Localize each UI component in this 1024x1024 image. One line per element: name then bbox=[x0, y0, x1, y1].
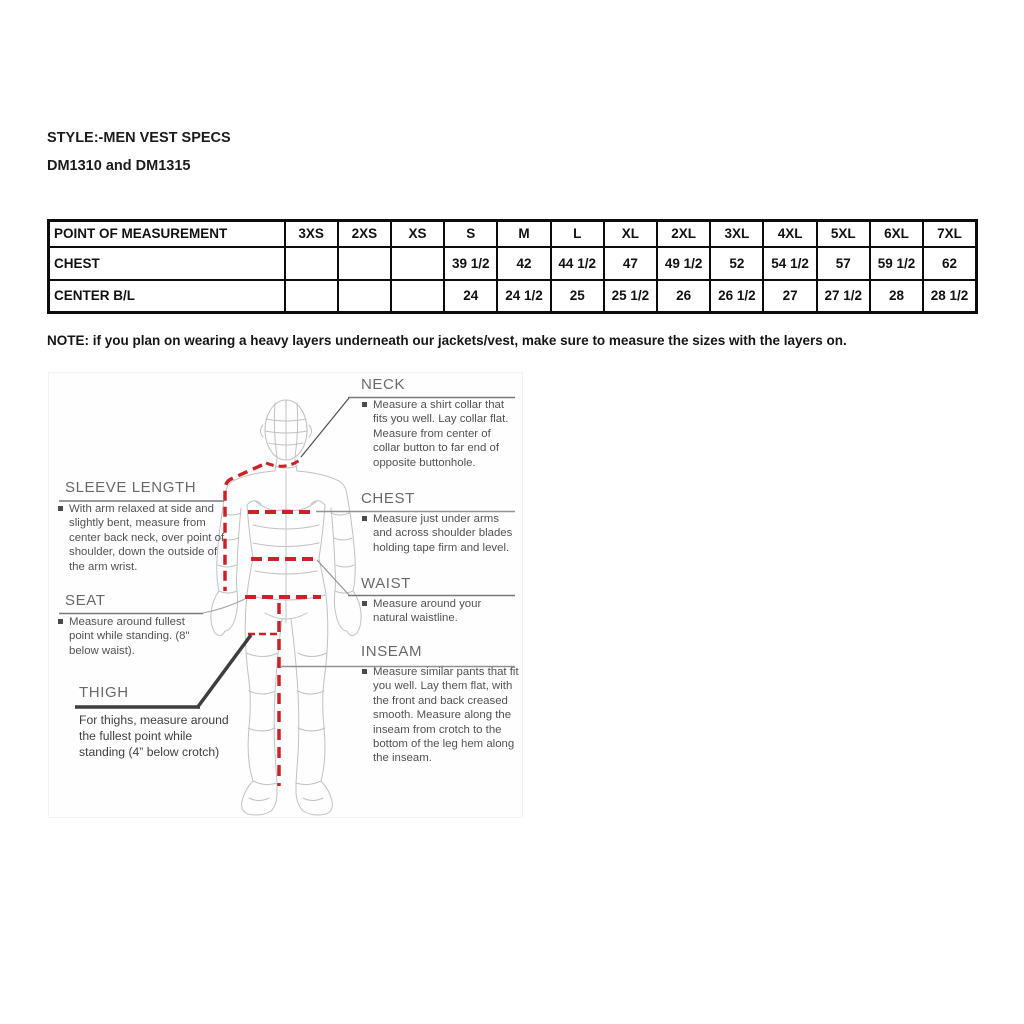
col-header-size-2xs: 2XS bbox=[338, 221, 391, 247]
size-value-cell: 39 1/2 bbox=[444, 247, 497, 280]
sleeve-length-dashline bbox=[225, 465, 262, 591]
guide-section-thigh bbox=[79, 684, 235, 760]
size-value-cell bbox=[391, 280, 444, 313]
bullet-square-icon bbox=[58, 506, 63, 511]
size-value-cell: 54 1/2 bbox=[763, 247, 816, 280]
size-value-cell: 59 1/2 bbox=[870, 247, 923, 280]
chest-heading: CHEST bbox=[361, 490, 415, 507]
sleeve-length-description: With arm relaxed at side and slightly bent, measure from center back neck, over point of shoulder, down the outside of the arm wrist. bbox=[69, 503, 225, 573]
bullet-square-icon bbox=[362, 402, 367, 407]
row-label: CENTER B/L bbox=[49, 280, 285, 313]
guide-section-waist bbox=[361, 574, 499, 626]
neck-heading: NECK bbox=[361, 376, 406, 393]
size-value-cell: 28 bbox=[870, 280, 923, 313]
style-title-line: STYLE:-MEN VEST SPECS bbox=[47, 130, 231, 146]
size-row-chest bbox=[49, 247, 977, 280]
note-text: NOTE: if you plan on wearing a heavy layers underneath our jackets/vest, make sure to measure the sizes with the layers on. bbox=[47, 333, 847, 348]
bullet-square-icon bbox=[362, 601, 367, 606]
size-value-cell: 44 1/2 bbox=[551, 247, 604, 280]
col-header-size-s: S bbox=[444, 221, 497, 247]
measurement-guide bbox=[48, 372, 523, 818]
col-header-size-6xl: 6XL bbox=[870, 221, 923, 247]
size-value-cell: 27 1/2 bbox=[817, 280, 870, 313]
size-chart-header-row bbox=[49, 221, 977, 247]
col-header-size-2xl: 2XL bbox=[657, 221, 710, 247]
seat-description: Measure around fullest point while standing. (8" below waist). bbox=[69, 616, 190, 657]
thigh-heading: THIGH bbox=[79, 684, 129, 701]
col-header-size-l: L bbox=[551, 221, 604, 247]
inseam-description: Measure similar pants that fit you well. Lay them flat, with the front and back creased smooth. Measure along the inseam from crotch to the bottom of the leg hem along the inseam. bbox=[373, 666, 519, 765]
size-value-cell bbox=[285, 247, 338, 280]
waist-description: Measure around your natural waistline. bbox=[373, 598, 482, 625]
col-header-size-xs: XS bbox=[391, 221, 444, 247]
size-value-cell: 42 bbox=[497, 247, 550, 280]
bullet-square-icon bbox=[58, 619, 63, 624]
size-value-cell: 52 bbox=[710, 247, 763, 280]
size-value-cell: 27 bbox=[763, 280, 816, 313]
size-value-cell: 24 1/2 bbox=[497, 280, 550, 313]
neck-pointer-line bbox=[301, 398, 349, 457]
size-value-cell: 26 bbox=[657, 280, 710, 313]
waist-heading: WAIST bbox=[361, 575, 411, 592]
col-header-point-of-measurement: POINT OF MEASUREMENT bbox=[49, 221, 285, 247]
chest-description: Measure just under arms and across shoulder blades holding tape firm and level. bbox=[373, 513, 513, 554]
seat-heading: SEAT bbox=[65, 592, 106, 609]
col-header-size-m: M bbox=[497, 221, 550, 247]
size-value-cell bbox=[285, 280, 338, 313]
inseam-heading: INSEAM bbox=[361, 643, 423, 660]
sleeve-length-heading: SLEEVE LENGTH bbox=[65, 479, 197, 496]
size-value-cell: 49 1/2 bbox=[657, 247, 710, 280]
size-value-cell bbox=[391, 247, 444, 280]
size-value-cell: 47 bbox=[604, 247, 657, 280]
bullet-square-icon bbox=[362, 669, 367, 674]
row-label: CHEST bbox=[49, 247, 285, 280]
size-value-cell: 25 1/2 bbox=[604, 280, 657, 313]
size-value-cell: 25 bbox=[551, 280, 604, 313]
size-value-cell: 62 bbox=[923, 247, 976, 280]
thigh-description: For thighs, measure around the fullest point while standing (4” below crotch) bbox=[79, 713, 229, 759]
col-header-size-7xl: 7XL bbox=[923, 221, 976, 247]
size-row-center-b-l bbox=[49, 280, 977, 313]
waist-pointer-line bbox=[317, 560, 349, 595]
size-value-cell: 28 1/2 bbox=[923, 280, 976, 313]
neck-description: Measure a shirt collar that fits you well. Lay collar flat. Measure from center of collar button to far end of opposite buttonhole. bbox=[373, 399, 509, 469]
size-value-cell: 57 bbox=[817, 247, 870, 280]
size-value-cell: 26 1/2 bbox=[710, 280, 763, 313]
guide-section-sleeve-length bbox=[57, 479, 229, 574]
document-title bbox=[47, 124, 231, 180]
col-header-size-4xl: 4XL bbox=[763, 221, 816, 247]
size-chart-table bbox=[47, 219, 978, 314]
col-header-size-3xl: 3XL bbox=[710, 221, 763, 247]
guide-section-inseam bbox=[361, 643, 521, 766]
size-value-cell bbox=[338, 247, 391, 280]
size-value-cell bbox=[338, 280, 391, 313]
bullet-square-icon bbox=[362, 516, 367, 521]
model-numbers-line: DM1310 and DM1315 bbox=[47, 158, 191, 174]
seat-pointer-line bbox=[203, 599, 245, 613]
col-header-size-xl: XL bbox=[604, 221, 657, 247]
col-header-size-5xl: 5XL bbox=[817, 221, 870, 247]
guide-section-seat bbox=[57, 592, 205, 658]
size-value-cell: 24 bbox=[444, 280, 497, 313]
col-header-size-3xs: 3XS bbox=[285, 221, 338, 247]
guide-section-chest bbox=[361, 490, 521, 555]
guide-section-neck bbox=[361, 376, 519, 470]
